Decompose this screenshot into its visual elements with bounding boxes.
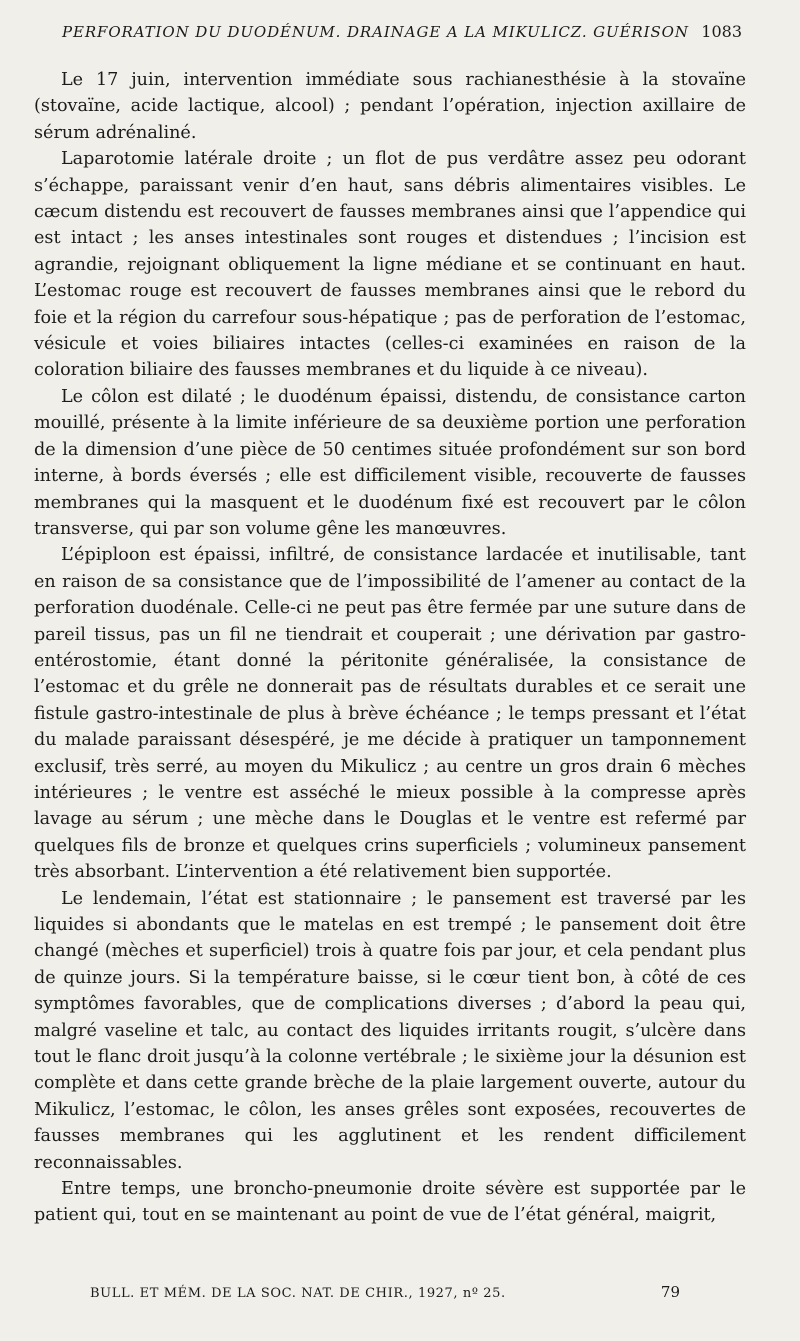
page-number: 1083: [701, 22, 742, 41]
running-header: [62, 22, 742, 41]
running-title: PERFORATION DU DUODÉNUM. DRAINAGE A LA MIKULICZ. GUÉRISON: [62, 23, 689, 41]
paragraph-intervention: Le 17 juin, intervention immédiate sous rachianesthésie à la stovaïne (stovaïne, acide lactique, alcool) ; pendant l’opération, injection axillaire de sérum adrénaliné.: [34, 70, 746, 143]
journal-citation: BULL. ET MÉM. DE LA SOC. NAT. DE CHIR., 1927, nº 25.: [90, 1286, 506, 1301]
paragraph-next-day: Le lendemain, l’état est stationnaire ; le pansement est traversé par les liquides si abondants que le matelas en est trempé ; le pansement doit être changé (mèches et superficiel) trois à quatre fois par jour, et cela pendant plus de quinze jours. Si la température baisse, si le cœur tient bon, à côté de ces symptômes favorables, que de complications diverses ; d’abord la peau qui, malgré vaseline et talc, au contact des liquides irritants rougit, s’ulcère dans tout le flanc droit jusqu’à la colonne vertébrale ; le sixième jour la désunion est complète et dans cette grande brèche de la plaie largement ouverte, autour du Mikulicz, l’estomac, le côlon, les anses grêles sont exposées, recouvertes de fausses membranes qui les agglutinent et les rendent difficilement reconnaissables.: [34, 888, 746, 1173]
paragraph-epiploon: L’épiploon est épaissi, infiltré, de consistance lardacée et inutilisable, tant en raison de sa consistance que de l’impossibilité de l’amener au contact de la perforation duodénale. Celle-ci ne peut pas être fermée par une suture dans de pareil tissus, pas un fil ne tiendrait et couperait ; une dérivation par gastro-entérostomie, étant donné la péritonite généralisée, la consistance de l’estomac et du grêle ne donnerait pas de résultats durables et ce serait une fistule gastro-intestinale de plus à brève échéance ; le temps pressant et l’état du malade paraissant désespéré, je me décide à pratiquer un tamponnement exclusif, très serré, au moyen du Mikulicz ; au centre un gros drain 6 mèches intérieures ; le ventre est asséché le mieux possible à la compresse après lavage au sérum ; une mèche dans le Douglas et le ventre est refermé par quelques fils de bronze et quelques crins superficiels ; volumineux pansement très absorbant. L’intervention a été relativement bien supportée.: [34, 545, 746, 883]
paragraph-broncho-pneumonia: Entre temps, une broncho-pneumonie droite sévère est supportée par le patient qui, tout en se maintenant au point de vue de l’état général, maigrit,: [34, 1179, 746, 1226]
signature-number: 79: [660, 1283, 680, 1301]
paragraph-duodenum: Le côlon est dilaté ; le duodénum épaissi, distendu, de consistance carton mouillé, présente à la limite inférieure de sa deuxième portion une perforation de la dimension d’une pièce de 50 centimes située profondément sur son bord interne, à bords éversés ; elle est difficilement visible, recouverte de fausses membranes qui la masquent et le duodénum fixé est recouvert par le côlon transverse, qui par son volume gêne les manœuvres.: [34, 386, 746, 539]
article-body: [34, 67, 746, 1229]
page-footer: [90, 1283, 680, 1301]
paragraph-laparotomy: Laparotomie latérale droite ; un flot de pus verdâtre assez peu odorant s’échappe, paraissant venir d’en haut, sans débris alimentaires visibles. Le cæcum distendu est recouvert de fausses membranes ainsi que l’appendice qui est intact ; les anses intestinales sont rouges et distendues ; l’incision est agrandie, rejoignant obliquement la ligne médiane et se continuant en haut. L’estomac rouge est recouvert de fausses membranes ainsi que le rebord du foie et la région du carrefour sous-hépatique ; pas de perforation de l’estomac, vésicule et voies biliaires intactes (celles-ci examinées en raison de la coloration biliaire des fausses membranes et du liquide à ce niveau).: [34, 149, 746, 381]
